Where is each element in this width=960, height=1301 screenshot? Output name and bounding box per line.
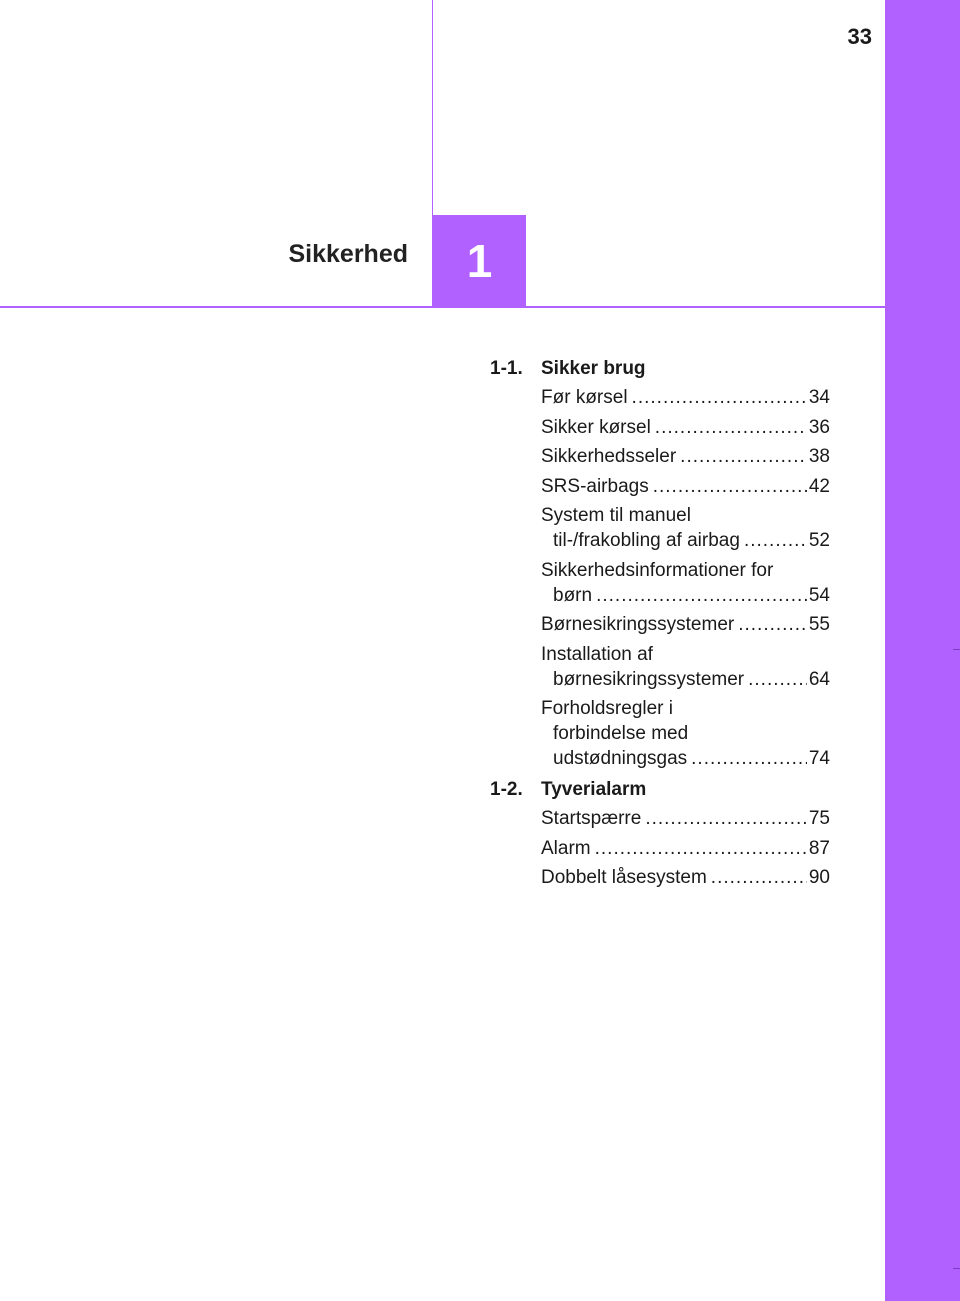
- chapter-number: 1: [466, 235, 493, 287]
- section-number: 1-1.: [490, 358, 523, 379]
- toc-entry-label: Forholdsregler i: [541, 698, 673, 719]
- toc-page-number: 64: [808, 668, 830, 690]
- toc-entry[interactable]: [541, 836, 830, 861]
- toc-page-number: 54: [808, 584, 830, 606]
- chapter-side-tab: [885, 0, 960, 1301]
- toc-entry[interactable]: [541, 415, 830, 440]
- toc-dot-leader: [645, 806, 807, 831]
- chapter-title: Sikkerhed: [288, 240, 408, 268]
- toc-entry-label: forbindelse med: [553, 723, 689, 744]
- toc-page-number: 42: [808, 475, 830, 497]
- toc-dot-leader: [595, 836, 807, 861]
- toc-entry-label: Sikkerhedsseler: [541, 446, 677, 467]
- toc-dot-leader: [596, 583, 807, 608]
- toc-entry-label: System til manuel: [541, 505, 691, 526]
- toc-page-number: 36: [808, 416, 830, 438]
- side-tab-tick-mark: [953, 649, 960, 650]
- toc-page-number: 74: [808, 748, 830, 769]
- toc-dot-leader: [680, 444, 807, 469]
- toc-entry-label: SRS-airbags: [541, 475, 649, 497]
- section-title: Sikker brug: [541, 358, 646, 379]
- page-number: 33: [847, 24, 872, 49]
- toc-entry-label: børn: [553, 584, 593, 606]
- toc-entry-label: Sikker kørsel: [541, 416, 651, 438]
- toc-page-number: 87: [808, 837, 830, 859]
- toc-dot-leader: [653, 474, 807, 499]
- toc-page-number: 34: [808, 387, 830, 408]
- toc-page-number: 90: [808, 867, 830, 888]
- toc-dot-leader: [711, 865, 807, 890]
- toc-entry-label: børnesikringssystemer: [553, 668, 745, 690]
- toc-dot-leader: [738, 612, 807, 637]
- toc-dot-leader: [748, 667, 807, 692]
- toc-entry-label: Alarm: [541, 837, 591, 859]
- toc-page-number: 55: [808, 614, 830, 635]
- toc-entry-label: udstødningsgas: [553, 748, 688, 769]
- toc-entry[interactable]: [541, 385, 830, 410]
- toc-entry[interactable]: [541, 642, 830, 692]
- toc-section-heading: [490, 777, 830, 802]
- toc-entry-label: Sikkerhedsinformationer for: [541, 559, 774, 581]
- section-number: 1-2.: [490, 779, 523, 800]
- toc-entry-label: Dobbelt låsesystem: [541, 867, 707, 888]
- section-title: Tyverialarm: [541, 779, 647, 800]
- toc-page-number: 75: [808, 808, 830, 829]
- side-tab-tick-mark: [953, 1268, 960, 1269]
- toc-entry[interactable]: [541, 612, 830, 637]
- toc-page-number: 38: [808, 446, 830, 467]
- toc-page-number: 52: [808, 530, 830, 551]
- toc-entry[interactable]: [541, 474, 830, 499]
- toc-section-heading: [490, 356, 830, 381]
- toc-entry[interactable]: [541, 503, 830, 553]
- toc-dot-leader: [691, 746, 807, 771]
- toc-entry-label: Før kørsel: [541, 387, 628, 408]
- toc-entry[interactable]: [541, 865, 830, 890]
- toc-entry-label: Børnesikringssystemer: [541, 614, 735, 635]
- toc-entry[interactable]: [541, 558, 830, 608]
- toc-entry-label: til-/frakobling af airbag: [553, 530, 740, 551]
- toc-entry[interactable]: [541, 696, 830, 771]
- toc-entry[interactable]: [541, 444, 830, 469]
- toc-dot-leader: [632, 385, 807, 410]
- chapter-number-box: [433, 215, 526, 307]
- toc-dot-leader: [744, 528, 807, 553]
- toc-dot-leader: [655, 415, 807, 440]
- toc-entry-label: Startspærre: [541, 808, 642, 829]
- toc-entry-label: Installation af: [541, 643, 653, 665]
- toc-entry[interactable]: [541, 806, 830, 831]
- table-of-contents: [490, 350, 830, 895]
